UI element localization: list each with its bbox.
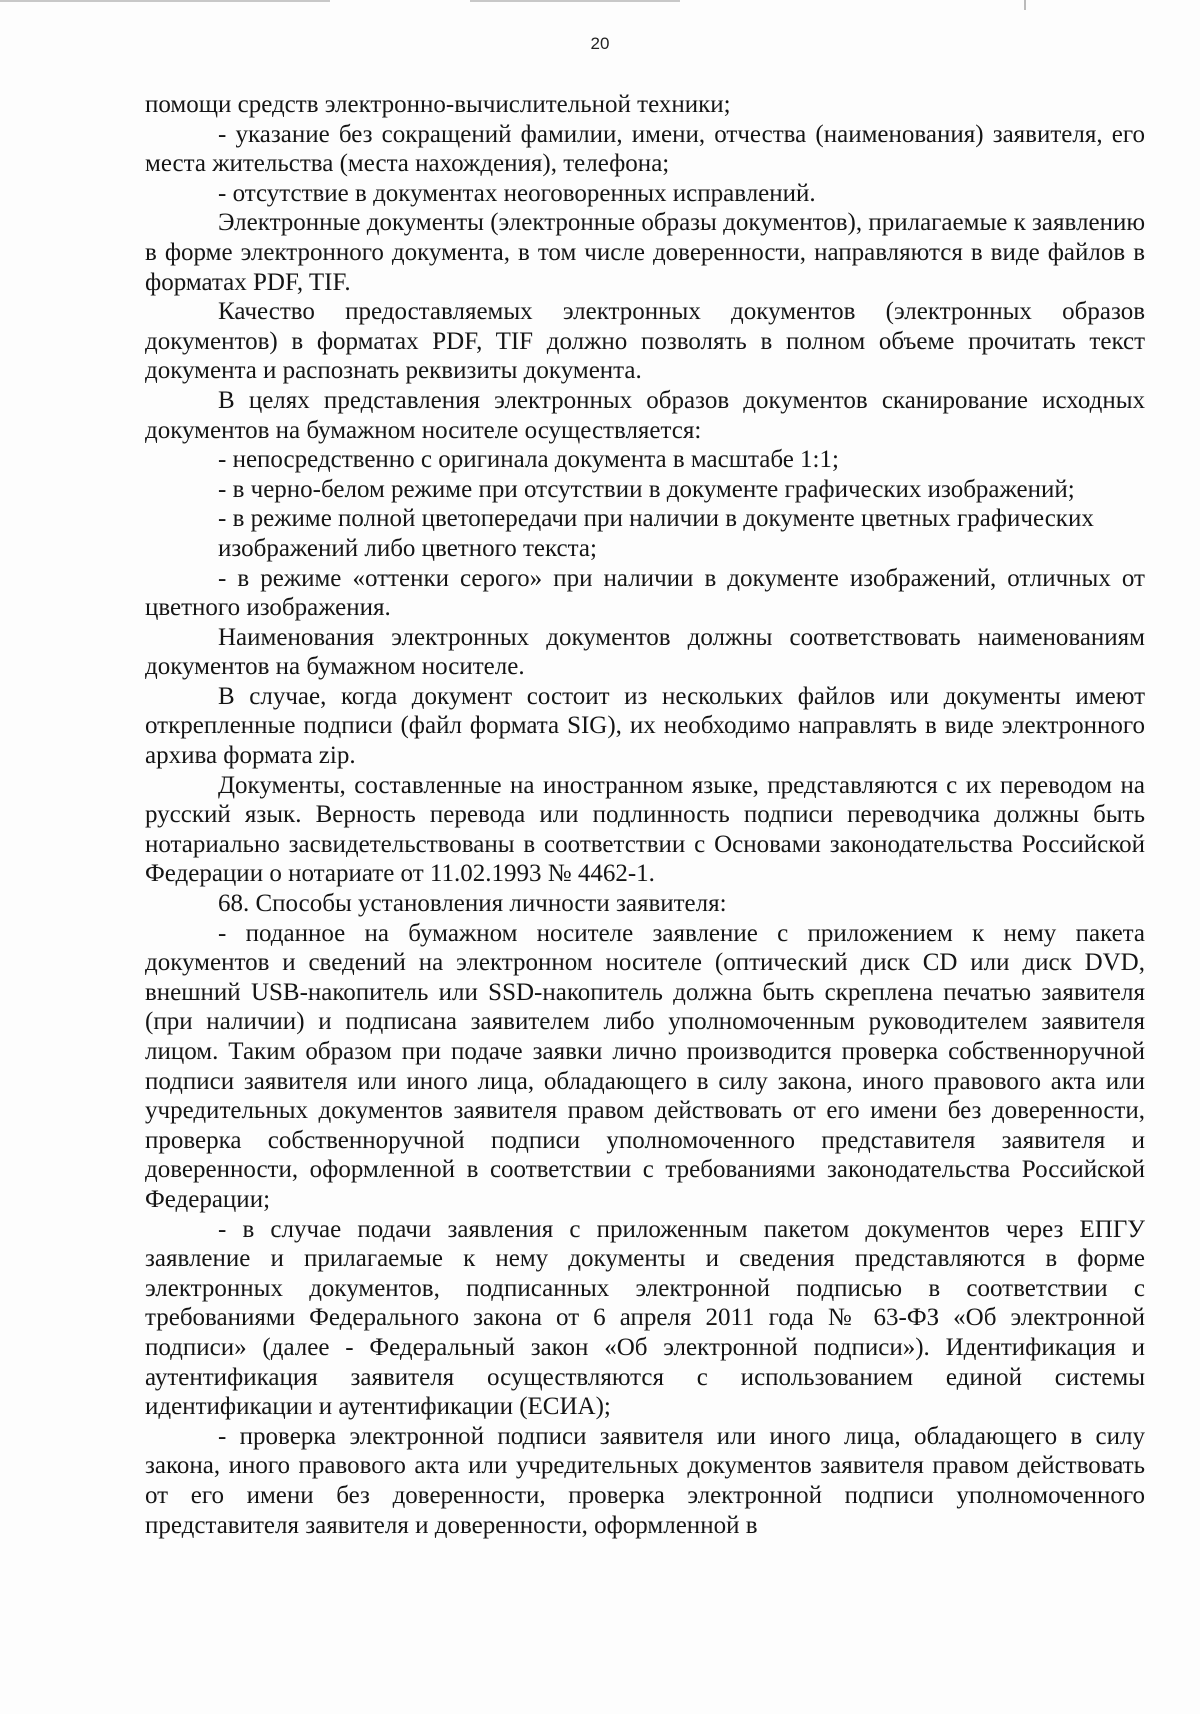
scan-edge-mark [470, 0, 680, 2]
list-item: - в режиме полной цветопередачи при наличии в документе цветных графических изображений либо цветного текста; [218, 505, 1094, 562]
paragraph: Наименования электронных документов должны соответствовать наименованиям документов на бумажном носителе. [145, 623, 1145, 681]
document-body [145, 90, 1145, 1540]
list-item: - указание без сокращений фамилии, имени, отчества (наименования) заявителя, его места жительства (места нахождения), телефона; [145, 120, 1145, 178]
list-item: - в режиме «оттенки серого» при наличии в документе изображений, отличных от цветного изображения. [145, 564, 1145, 622]
page-number: 20 [590, 34, 610, 53]
paragraph: Качество предоставляемых электронных документов (электронных образов документов) в форматах PDF, TIF должно позволять в полном объеме прочитать текст документа и распознать реквизиты документа. [145, 298, 1145, 385]
section-heading: 68. Способы установления личности заявителя: [218, 890, 727, 918]
paragraph: Документы, составленные на иностранном языке, представляются с их переводом на русский язык. Верность перевода или подлинность подписи переводчика должны быть нотариально засвидетельствованы в соответствии с Основами законодательства Российской Федерации о нотариате от 11.02.1993 № 4462-1. [145, 771, 1145, 888]
list-item: - поданное на бумажном носителе заявление с приложением к нему пакета документов и сведений на электронном носителе (оптический диск CD или диск DVD, внешний USB-накопитель или SSD-накопитель должна быть скреплена печатью заявителя (при наличии) и подписана заявителем либо уполномоченным руководителем заявителя лицом. Таким образом при подаче заявки лично производится проверка собственноручной подписи заявителя или иного лица, обладающего в силу закона, иного правового акта или учредительных документов заявителя правом действовать от его имени без доверенности, проверка собственноручной подписи уполномоченного представителя заявителя и доверенности, оформленной в соответствии с требованиями законодательства Российской Федерации; [145, 919, 1145, 1213]
list-item: - в черно-белом режиме при отсутствии в документе графических изображений; [218, 475, 1075, 503]
list-item: - в случае подачи заявления с приложенным пакетом документов через ЕПГУ заявление и прилагаемые к нему документы и сведения представляются в форме электронных документов, подписанных электронной подписью в соответствии с требованиями Федерального закона от 6 апреля 2011 года № 63-ФЗ «Об электронной подписи» (далее - Федеральный закон «Об электронной подписи»). Идентификация и аутентификация заявителя осуществляются с использованием единой системы идентификации и аутентификации (ЕСИА); [145, 1215, 1145, 1421]
scan-edge-tick [1024, 0, 1026, 10]
list-item: - непосредственно с оригинала документа в масштабе 1:1; [218, 446, 839, 474]
paragraph: В целях представления электронных образов документов сканирование исходных документов на бумажном носителе осуществляется: [145, 386, 1145, 444]
paragraph: помощи средств электронно-вычислительной техники; [145, 91, 731, 118]
list-item: - проверка электронной подписи заявителя или иного лица, обладающего в силу закона, иного правового акта или учредительных документов заявителя правом действовать от его имени без доверенности, проверка электронной подписи уполномоченного представителя заявителя и доверенности, оформленной в [145, 1422, 1145, 1539]
paragraph: Электронные документы (электронные образы документов), прилагаемые к заявлению в форме электронного документа, в том числе доверенности, направляются в виде файлов в форматах PDF, TIF. [145, 209, 1145, 296]
scan-edge-mark [0, 0, 330, 2]
list-item: - отсутствие в документах неоговоренных исправлений. [218, 179, 816, 207]
paragraph: В случае, когда документ состоит из нескольких файлов или документы имеют открепленные подписи (файл формата SIG), их необходимо направлять в виде электронного архива формата zip. [145, 682, 1145, 770]
